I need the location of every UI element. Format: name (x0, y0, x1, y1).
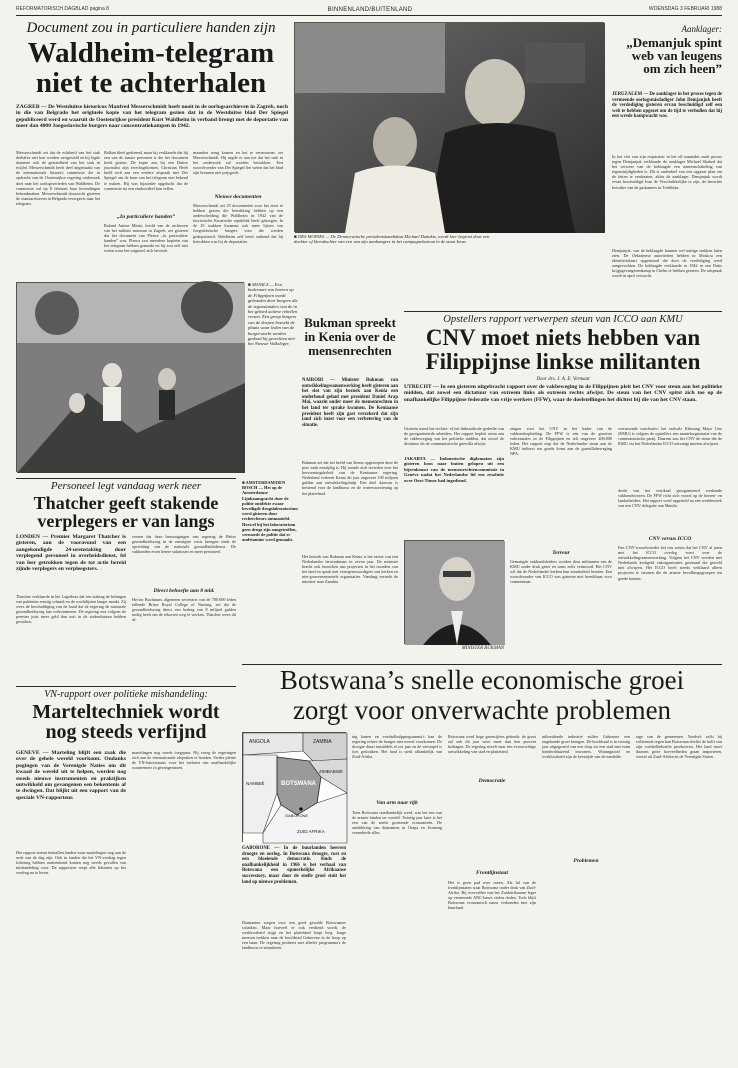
botswana-headline-2: zorgt voor onverwachte problemen (292, 695, 672, 725)
amsterdam-caption-text: AMSTERDAM/DEN BOSCH — Het op de Amsterdamse Lijnbaansgracht door de politie ontdekte zwaar beveiligde drugslaboratorium werd gisteren door rechercheurs ontmanteld. Hoewel bij het laboratorium geen drugs zijn aangetroffen, vermoedt de politie dat er amfetamine werd gemaakt. (242, 480, 298, 543)
waldheim-body-5: Messerschmidt zei 25 documenten voor het eerst te hebben gezien die betrekking hebben op een onderscheiding die Waldheim in 1942 van de fascistische Kroatische republiek heeft gekregen. In de 25 stukken kwamen ook meer lijsten van Joegoslavische burgers voor die werden gedeporteerd. Waldheim zelf heeft ontkend dat hij betrokken was bij de deportaties. (193, 203, 283, 244)
botswana-body-5: Het is geen pad over rozen. Als lid van de frontlijnstaten staat Botswana onder druk van Zuid-Afrika. Bij overvallen van het Zuidafrikaanse leger op vermeende ANC-bases vielen doden. Toch blijft Botswana economisch nauw verbonden met zijn buurland. (448, 880, 536, 911)
cnv-body-5: derde van het vertikaal georganiseerd werkende vakbondswezen. De FFW richt zich vooral op de boeren- en landarbeiders. Het rapport werd opgesteld na een werkbezoek van een CNV-delegatie aan Manila. (618, 488, 722, 509)
botswana-subhead-4: Problemen (573, 858, 599, 864)
botswana-body-1: Diamanten zorgen voor een goed gevulde Botswaanse schatkist. Maar hoeveel er ook verdiend wordt, de werkloosheid stijgt en het platteland loopt leeg. Jonge mensen trekken naar de hoofdstad Gaborone in de hoop op een baan. De regering probeert met allerlei programma's de landbouw te stimuleren. (242, 920, 346, 951)
des-moines-caption (294, 234, 490, 272)
cnv-headline-2: Filippijnse linkse militanten (425, 349, 701, 374)
bukman-body-1: Bukman zei dat het beeld van Kenia opgeroepen door de pers vaak eenzijdig is. Hij toonde zich tevreden over het hervormingsbeleid van de Keniaanse regering. Nederland verleent Kenia dit jaar ongeveer 100 miljoen gulden aan ontwikkelingshulp. Een deel daarvan is bestemd voor de landbouw en de watervoorziening op het platteland. (302, 460, 398, 496)
caption-marker-icon: ■ (248, 282, 252, 287)
map-label-namibie: NAMIBIË (246, 781, 265, 786)
des-moines-photo-image (295, 23, 605, 233)
cnv-rule (404, 311, 722, 312)
waldheim-kicker: Document zou in particuliere handen zijn (26, 20, 276, 36)
masthead-center: BINNENLAND/BUITENLAND (327, 7, 413, 13)
cnv-body-6: Een CNV-woordvoerder liet ons weten dat het CNV al jaren met het ICCO overleg voert over de ontwikkelingssamenwerking. Volgens het CNV worden met Nederlands kerkgeld vakorganisaties gesteund die geweld niet afwijzen. Het ICCO heeft steeds verklaard alleen projecten te steunen die de armste bevolkingsgroepen ten goede komen. (618, 545, 722, 581)
waldheim-body-3: Roland Amine Mitrie, hoofd van de archieven van het militair museum in Zagreb, zei gisteren dat het document van Plenca „in particuliere handen” was. Plenca zou meerdere kopieën van het telegram hebben gemaakt en hij zou zelf niet weten waar het origineel zich bevindt. (104, 223, 188, 254)
map-label-zambia: ZAMBIA (313, 739, 332, 745)
anklager-body-1: In het slot van zijn requisitoir in het elf maanden oude proces tegen Demjanjuk verklaarde de aanklager Michael Shaked dat het verweer van de beklaagde een aaneenschakeling van tegenstrijdigheden is. Dit is onderdeel van een opgezet plan om de feiten te verdraaien, aldus de aanklager. Demjanjuk wordt ervan beschuldigd Ivan de Verschrikkelijke te zijn, de beruchte bewaker van de gaskamers in Treblinka. (612, 154, 722, 190)
waldheim-headline-1: Waldheim-telegram (27, 37, 275, 69)
cnv-headline-1: CNV moet niets hebben van (425, 325, 701, 350)
botswana-headline-1: Botswana’s snelle economische groei (279, 665, 685, 695)
botswana-subhead-2: Democratie (478, 778, 506, 784)
cnv-lead: UTRECHT — In een gisteren uitgebracht rapport over de vakbeweging in de Filippijnen pleit het CNV voor steun aan het politieke midden, dat zowel een dictatuur van extreem links als extreem rechts afwijst. De steun van het CNV spitst zich toe op de onafhankelijke Filippijnse federatie van vrije werkers (FFW), waar de doelstellingen het dichtst bij die van het CNV staan. (404, 384, 722, 403)
waldheim-body-4: maanden terug komen en het te vertrouwen, zei Messerschmidt. Hij zegde er aan toe dat het stuk in het onderzoek zal worden betrokken. Een woordvoerder van Der Spiegel liet weten dat het blad zijn bronnen niet prijsgeeft. (193, 150, 283, 176)
waldheim-body-1: Messerschmidt zei dat de echtheid van het stuk derhalve niet kon worden vastgesteld en hij legde daarmee ook de gezondheid van het stuk in twijfel. Messerschmidt heeft deel uitgemaakt van de internationale historici commissie die in opdracht van de Oostenrijkse regering onderzoek doet naar het oorlogsverleden van Waldheim. De commissie zal op 8 februari haar bevindingen bekendmaken. Messerschmidt doorzocht gisteren de staatsarchieven in Belgrado tevergeefs naar het telegram. (16, 150, 100, 206)
thatcher-lead: LONDEN — Premier Margaret Thatcher is gisteren, aan de vooravond van een aangekondigde 24-urenstaking door verplegend personeel in overheidsdienst, fel van leer getrokken tegen de tot actie bereid zijnde verplegers en verpleegsters. (16, 534, 126, 573)
manila-photo-image (17, 283, 245, 473)
amsterdam-caption (242, 480, 298, 543)
anklager-kicker: Aanklager: (681, 24, 722, 34)
cnv-subhead-terreur: Terreur (552, 550, 570, 556)
thatcher-body-1: Thatcher verklaarde in het Lagerhuis dat een staking de belangen van patiënten ernstig schaadt en de wachtlijsten langer maakt. Zij wees de beschuldiging van de hand dat de regering de nationale gezondheidszorg laat verkommeren. De regering zou volgens de premier juist meer geld dan ooit in de ziekenhuizen hebben gestoken. (16, 594, 126, 625)
masthead-right: WOENSDAG 3 FEBRUARI 1988 (648, 6, 722, 12)
cnv-body-4: Gematigde vakbondsleiders worden door militanten van de KMU onder druk gezet en soms zelfs vermoord. Het CNV wil dat de Nederlandse kerken hun steunbeleid herzien. Een woordvoerder van ICCO was gisteren niet bereikbaar voor commentaar. (510, 559, 612, 585)
map-label-botswana: BOTSWANA (281, 781, 316, 787)
thatcher-rule (16, 478, 236, 479)
waldheim-headline-2: niet te achterhalen (35, 67, 267, 99)
anklager-body-2: Demjanjuk, van de beklaagde kunnen wel nuttige stukken laten zien. De Oekraïense autoriteiten hebben in Moskou een identiteitskaart opgestuurd die door de verdediging werd aangevochten. De beklaagde verklaarde in 1942 in een Duits krijgsgevangenenkamp in Chelm te hebben gezeten. De uitspraak wordt in april verwacht. (612, 248, 722, 279)
botswana-body-7: tage van de gemeenten. Voedsel: zelfs bij voldoende regen kan Botswana slechts de helft van zijn voedselbehoefte produceren. Het land moet daarom grote hoeveelheden graan importeren, vooral uit Zuid-Afrika en de Verenigde Staten. (636, 734, 722, 760)
bukman-body-2: Het bezoek van Bukman aan Kenia is het eerste van een Nederlandse bewindsman in zeven jaar. De minister bracht ook bezoeken aan projecten in het noorden van het land en sprak met vertegenwoordigers van kerken en niet-gouvernementele organisaties. Vandaag vertrekt de minister naar Zambia. (302, 554, 398, 585)
manila-caption (248, 282, 298, 472)
manila-photo (16, 282, 244, 472)
thatcher-headline: Thatcher geeft stakende verplegers er van langs (33, 493, 219, 531)
masthead-left: REFORMATORISCH DAGBLAD pagina 8 (16, 6, 109, 12)
martel-body-2: martelingen nog steeds toegepast. Hij vroeg de regeringen zich aan de internationale afspraken te houden. Verder pleitte de VN-functionaris voor het toelaten van onafhankelijke waarnemers in gevangenissen. (132, 750, 236, 771)
jakarta-brief: JAKARTA — Indonesische diplomaten zijn gisteren boos naar buiten gelopen uit een bijeenkomst van de mensenrechtencommissie in Genève nadat het Nederlandse lid een resolutie over Oost-Timor had ingediend. (404, 456, 504, 483)
martel-kicker: VN-rapport over politieke mishandeling: (44, 689, 208, 700)
thatcher-body-3: Hector Buchanan, algemeen secretaris van de 700.000 leden tellende Britse Royal College of Nursing, zei dat de gezondheidszorg direct een bedrag van 8 miljard gulden nodig heeft om de tekorten weg te werken. Thatcher wees dit af. (132, 597, 236, 623)
caption-marker-icon: ■ (242, 480, 246, 485)
botswana-body-3: Toen Botswana onafhankelijk werd, was het een van de armste landen ter wereld. Twintig jaar later is het een van de snelst groeiende economieën. De ontdekking van diamanten in Orapa en Jwaneng veranderde alles. (352, 810, 442, 836)
botswana-subhead-3: Frontlijnstaat (475, 870, 509, 876)
thatcher-body-2: vrezen dat deze bezuinigingen van regering de Britse gezondheidszorg in de ernstigste crisis brengen sinds de oprichting van de nationale gezondheidsdienst. De vakbonden eisen betere salarissen en meer personeel. (132, 534, 236, 555)
botswana-map (242, 732, 346, 842)
manila-caption-text: MANILA — Een bedevaart van boeren op de Filippijnen wordt gehouden door burgers die de tegenstanders van de in het gebied actieve rebellen vrezen. Een groep burgers van de dorpen bezoekt de plaats waar leden van de burgerwacht werden gedood bij gevechten met het Nieuwe Volksleger. (248, 282, 298, 347)
botswana-body-2: ing banen en voedselhulpprogramma's kan de regering echter de honger niet overal voorkomen. De droogte duurt inmiddels al zes jaar en de veestapel is fors geslonken. Het land is sterk afhankelijk van Zuid-Afrika. (352, 734, 442, 760)
des-moines-photo (294, 22, 604, 232)
map-label-zimbabwe: ZIMBABWE (319, 769, 344, 774)
map-label-angola: ANGOLA (249, 739, 270, 745)
martel-body-1: Het rapport noemt tientallen landen waar martelingen nog aan de orde van de dag zijn. Ook in landen die het VN-verdrag tegen foltering hebben ondertekend komen nog steeds gevallen van mishandeling voor. De rapporteur roept alle lidstaten op het verdrag na te leven. (16, 850, 126, 876)
cnv-subhead-icco: CNV versus ICCO (648, 536, 692, 542)
thatcher-kicker: Personeel legt vandaag werk neer (50, 480, 202, 492)
bukman-photo-image (405, 541, 505, 645)
waldheim-subhead-1: „In particuliere handen” (117, 214, 175, 220)
bukman-photo-caption: MINISTER BUKMAN (461, 646, 504, 651)
botswana-subhead-1: Van arm naar rijk (376, 800, 418, 806)
waldheim-lead: ZAGREB — De Westduitse historicus Manfred Messerschmidt heeft nooit in de oorlogsarchieven in Zagreb, noch in die van Belgrado het originele kopie van het telegram gezien dat in de Westduitse blad Der Spiegel gepubliceerd werd en waaruit de Oostenrijkse president Kurt Waldheim in verband brengt met de deportatie van meer dan 4000 Joegoslavische burgers naar concentratiekampen in 1942. (16, 104, 288, 130)
cnv-body-1: Gisteren meed het rechtse- of het linksradicale gedeelte van de georganiseerde arbeiders. Het rapport bepleit steun aan de vakbeweging van het politieke midden, dat zowel de dictatuur als de communistische guerrilla afwijst. (404, 426, 504, 447)
map-label-gaborone: GABORONE (285, 813, 309, 818)
bukman-headline: Bukman spreekt in Kenia over de mensenrechten (304, 315, 396, 358)
botswana-body-6: uitbreidende industrie zullen Gaborone een ongekende groei brengen. De hoofdstad is in twintig jaar uitgegroeid van een dorp tot een stad met ruim honderdduizend inwoners. Woningnood en werkloosheid zijn de keerzijde van de medaille. (542, 734, 630, 760)
bukman-photo (404, 540, 504, 644)
waldheim-body-2: Balkan bleef gedoemd, maar hij verklaarde dat hij een van de laatste personen is die het document heeft gezien. De kopie zou bij een Duitse journalist zijn terechtgekomen. Christian Heeb hield zich aan een eerdere afspraak met Der Spiegel om de bron van het telegram niet bekend te maken. Hij was bijzonder opgelucht dat de commissie nu een eindoordeel kan vellen. (104, 150, 188, 191)
thatcher-subhead: Direct behoefte aan 8 mld. (153, 588, 215, 594)
waldheim-subhead-2: Nieuwe documenten (214, 194, 262, 200)
cnv-kicker: Opstellers rapport verwerpen steun van ICCO aan KMU (443, 314, 683, 325)
cnv-body-2: zingen voor het CNV in het kader van de vakbondsopleiding. De FFW is een van de grootste vakcentrales in de Filippijnen en telt ongeveer 400.000 leden. Het rapport zegt dat de Nederlandse steun aan de KMU indirect ten goede komt aan de guerrillabeweging NPA. (510, 426, 612, 457)
des-moines-caption-text: DES MOINES — De Democratische presidentskandidaat Michael Dukakis, wordt hier begroet door een dochter of kleindochter van een van zijn aanhangers in het campagnebureau in de staat Iowa. (294, 234, 490, 245)
cnv-byline: Door drs. J. A. E. Vermaat (536, 377, 590, 382)
anklager-lead: JERUZALEM — De aanklager in het proces tegen de vermeende oorlogsmisdadiger John Demjanjuk heeft de verdediging gisteren ervan beschuldigd zelf een web te hebben opgezet om de tijd te verhullen dat hij een wrede kampwacht was. (612, 92, 722, 120)
botswana-lead: GABORONE — In de buurlanden heersen droogte en oorlog. In Botswana droogte, rust en een bloeiende democratie. Sinds de onafhankelijkheid in 1966 is het verhaal van Botswana een opmerkelijke Afrikaanse successtory, maar door de snelle groei stuit het land op nieuwe problemen. (242, 846, 346, 885)
map-label-zuid-afrika: ZUID AFRIKA (297, 829, 325, 834)
botswana-body-4: Botswana werd hoge groeicijfers geboekt: de groei zal ook dit jaar weer meer dan tien procent bedragen. De regering streeft naar een evenwichtige ontwikkeling van stad en platteland. (448, 734, 536, 755)
anklager-headline: „Demanjuk spint web van leugens om zich heen” (626, 35, 722, 76)
martel-rule (16, 686, 236, 687)
botswana-map-image (243, 733, 347, 843)
martel-headline: Marteltechniek wordt nog steeds verfijnd (32, 701, 220, 743)
cnv-body-3: verrassende conclusies: het radicale Kilusang Mayo Uno (KMU) is volgens de opstellers een mantelorganisatie van de communistische partij. Daarom zou het CNV de steun die de KMU via het Nederlandse ICCO ontvangt moeten afwijzen. (618, 426, 722, 447)
masthead-rule (16, 15, 722, 16)
martel-lead: GENEVE — Marteling blijft een zaak die over de gehele wereld voorkomt. Ondanks pogingen van de Verenigde Naties om dit kwaad de wereld uit te helpen, worden nog steeds nieuwe instrumenten en praktijken ontwikkeld om gevangenen een bekentenis af te dwingen. Dat blijkt uit een rapport van de speciale VN-rapporteur. (16, 750, 126, 801)
caption-marker-icon: ■ (294, 234, 298, 239)
bukman-lead: NAIROBI — Minister Bukman van ontwikkelingssamenwerking heeft gisteren aan het slot van zijn bezoek aan Kenia een onderhoud gehad met president Daniel Arap Moi, waarin onder meer de mensenrechten in het land ter sprake kwamen. De Keniaanse president heeft zijn gast verzekerd dat zijn land zich inzet voor een verbetering van de situatie. (302, 378, 398, 428)
